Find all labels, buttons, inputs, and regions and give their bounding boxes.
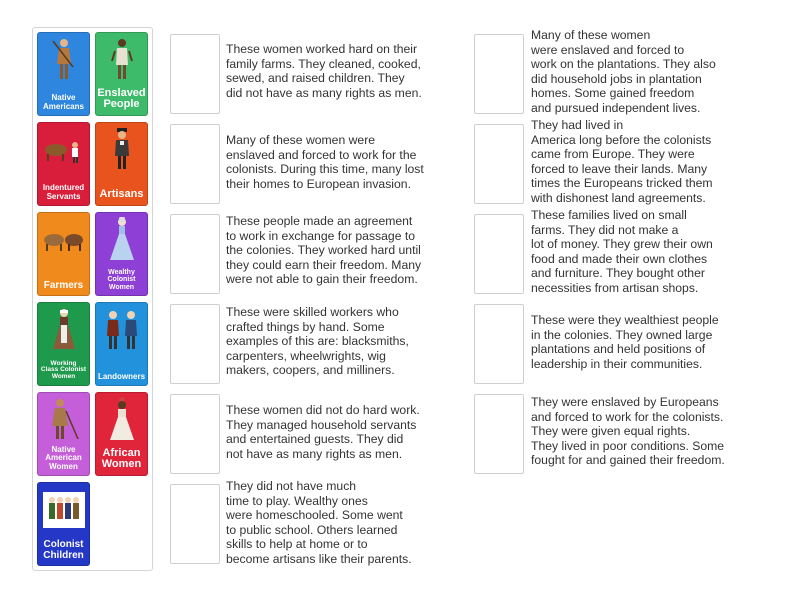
tile-indentured-servants[interactable] <box>37 122 90 206</box>
native-woman-figure-icon <box>38 397 89 443</box>
description-text: Many of these women were enslaved and forced to work on the plantations. They also did household jobs in plantation homes. Some gained freedom and pursued independent lives. <box>531 28 716 115</box>
tile-working-class-colonist-women[interactable] <box>37 302 90 386</box>
tile-label: Native Americans <box>43 93 84 111</box>
tile-label: Indentured Servants <box>42 183 85 201</box>
drop-slot[interactable] <box>170 394 220 474</box>
tile-native-american-women[interactable] <box>37 392 90 476</box>
tile-label: Native American Women <box>45 444 82 471</box>
description-text: They did not have much time to play. Wealthy ones were homeschooled. Some went to public school. Others learned skills to help at home or to become artisans like their parents. <box>226 479 412 566</box>
working-woman-figure-icon <box>38 307 89 353</box>
tile-colonist-children[interactable] <box>37 482 90 566</box>
drop-slot[interactable] <box>170 304 220 384</box>
tile-label: African Women <box>101 446 142 471</box>
wealthy-woman-figure-icon <box>96 217 147 263</box>
drop-slot[interactable] <box>170 34 220 114</box>
tile-native-americans[interactable] <box>37 32 90 116</box>
description-text: These people made an agreement to work in exchange for passage to the colonies. They worked hard until they could earn their freedom. Many were not able to gain their freedom. <box>226 214 422 287</box>
tile-label: Enslaved People <box>97 86 146 111</box>
drop-slot[interactable] <box>474 214 524 294</box>
tile-wealthy-colonist-women[interactable] <box>95 212 148 296</box>
tile-label: Wealthy Colonist Women <box>107 268 136 291</box>
drop-slot[interactable] <box>170 124 220 204</box>
description-text: Many of these women were enslaved and forced to work for the colonists. During this time, many lost their homes to European invasion. <box>226 133 424 191</box>
drop-slot[interactable] <box>170 484 220 564</box>
tile-artisans[interactable] <box>95 122 148 206</box>
drop-slot[interactable] <box>474 394 524 474</box>
farm-animals-icon <box>38 217 89 263</box>
tile-label: Farmers <box>43 279 84 291</box>
tile-label: Landowners <box>97 371 146 381</box>
children-group-icon <box>38 487 89 533</box>
ox-cart-icon <box>38 127 89 173</box>
drop-slot[interactable] <box>170 214 220 294</box>
description-text: These were skilled workers who crafted things by hand. Some examples of this are: blacksmiths, carpenters, wheelwrights, wig makers, coopers, and milliners. <box>226 305 409 378</box>
drop-slot[interactable] <box>474 124 524 204</box>
tile-label: Artisans <box>99 188 144 201</box>
native-american-figure-icon <box>38 37 89 83</box>
description-text: These women worked hard on their family farms. They cleaned, cooked, sewed, and raised children. They did not have as many rights as men. <box>226 42 422 100</box>
description-text: They had lived in America long before the colonists came from Europe. They were forced to leave their lands. Many times the Europeans tricked them with dishonest land agreements. <box>531 118 713 205</box>
tile-african-women[interactable] <box>95 392 148 476</box>
drop-slot[interactable] <box>474 34 524 114</box>
drop-slot[interactable] <box>474 304 524 384</box>
description-text: These families lived on small farms. They did not make a lot of money. They grew their own food and made their own clothes and furniture. They bought other necessities from artisan shops. <box>531 208 713 295</box>
tile-landowners[interactable] <box>95 302 148 386</box>
landowners-figures-icon <box>96 307 147 353</box>
description-text: They were enslaved by Europeans and forced to work for the colonists. They were given equal rights. They lived in poor conditions. Some fought for and gained their freedom. <box>531 395 725 468</box>
description-text: These women did not do hard work. They managed household servants and entertained guests. They did not have as many rights as men. <box>226 403 420 461</box>
african-woman-figure-icon <box>96 397 147 443</box>
artisan-figure-icon <box>96 127 147 173</box>
tile-label: Colonist Children <box>43 539 84 561</box>
tile-enslaved-people[interactable] <box>95 32 148 116</box>
description-text: These were they wealthiest people in the colonies. They owned large plantations and held positions of leadership in their communities. <box>531 313 719 371</box>
tile-label: Working Class Colonist Women <box>40 359 87 381</box>
enslaved-person-figure-icon <box>96 37 147 83</box>
tile-farmers[interactable] <box>37 212 90 296</box>
